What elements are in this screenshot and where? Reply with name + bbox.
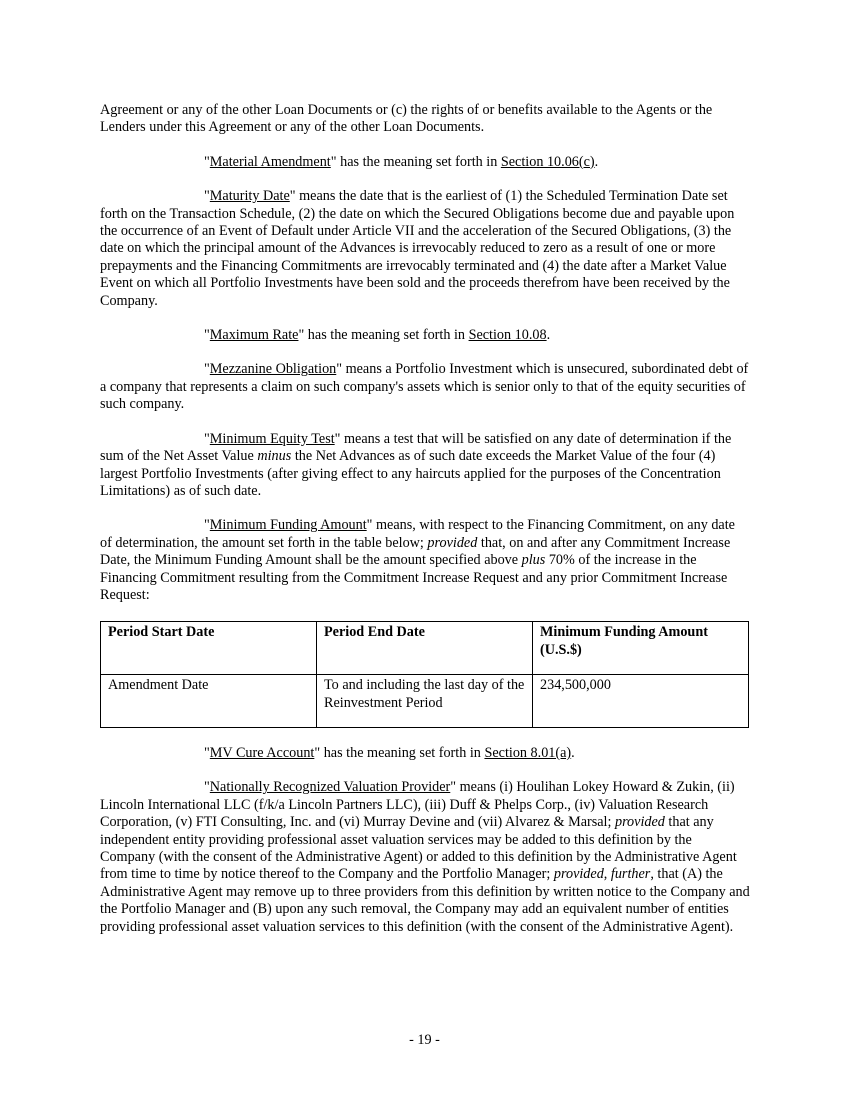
def-minimum-funding-amount: "Minimum Funding Amount" means, with respect to the Financing Commitment, on any date of determination, the amount set forth in the table below; provided that, on and after any Commitment Increase Date, the Minimum Funding Amount shall be the amount specified above plus 70% of the increase in the Financing Commitment resulting from the Commitment Increase Request and any prior Commitment Increase Request: xyxy=(100,517,735,603)
table-header-cell: Period End Date xyxy=(317,622,533,675)
def-nationally-recognized-valuation-provider: "Nationally Recognized Valuation Provider" means (i) Houlihan Lokey Howard & Zukin, (ii) Lincoln International LLC (f/k/a Lincoln Partners LLC), (iii) Duff & Phelps Corp., (iv) Valuation Research Corporation, (v) FTI Consulting, Inc. and (vi) Murray Devine and (vii) Alvarez & Marsal; provided that any independent entity providing professional asset valuation services may be added to this definition by the Company (with the consent of the Administrative Agent) or added to this definition by the Administrative Agent from time to time by notice thereof to the Company and the Portfolio Manager; provided, further, that (A) the Administrative Agent may remove up to three providers from this definition by written notice to the Company and the Portfolio Manager and (B) upon any such removal, the Company may add an equivalent number of entities providing professional asset valuation services to this definition (with the consent of the Administrative Agent). xyxy=(100,779,750,935)
intro-paragraph: Agreement or any of the other Loan Documents or (c) the rights of or benefits available to the Agents or the Lenders under this Agreement or any of the other Loan Documents. xyxy=(100,102,713,136)
table-header-cell: Period Start Date xyxy=(101,622,317,675)
defined-term: MV Cure Account xyxy=(209,744,315,761)
page-number: - 19 - xyxy=(409,1032,440,1048)
defined-term: Material Amendment xyxy=(209,153,331,170)
defined-term: Minimum Funding Amount xyxy=(209,517,367,534)
def-mezzanine-obligation: "Mezzanine Obligation" means a Portfolio Investment which is unsecured, subordinated debt of a company that represents a claim on such company's assets which is senior only to that of the equity securities of such company. xyxy=(100,361,749,413)
defined-term: Maturity Date xyxy=(209,188,290,205)
section-reference: Section 8.01(a) xyxy=(484,744,572,761)
table-header-cell: Minimum Funding Amount (U.S.$) xyxy=(533,622,749,675)
defined-term: Maximum Rate xyxy=(209,327,299,344)
section-reference: Section 10.06(c) xyxy=(500,153,595,170)
table-cell: 234,500,000 xyxy=(533,675,749,728)
defined-term: Nationally Recognized Valuation Provider xyxy=(209,779,451,796)
table-cell: To and including the last day of the Reinvestment Period xyxy=(317,675,533,728)
defined-term: Minimum Equity Test xyxy=(209,430,335,447)
table-row xyxy=(101,675,749,728)
def-maturity-date: "Maturity Date" means the date that is the earliest of (1) the Scheduled Termination Date set forth on the Transaction Schedule, (2) the date on which the Secured Obligations become due and payable upon the occurrence of an Event of Default under Article VII and the acceleration of the Secured Obligations, (3) the date on which the principal amount of the Advances is irrevocably reduced to zero as a result of one or more prepayments and the Financing Commitments are irrevocably terminated and (4) the date after a Market Value Event on which all Portfolio Investments have been sold and the proceeds therefrom have been received by the Company. xyxy=(100,188,735,309)
table-cell: Amendment Date xyxy=(101,675,317,728)
def-maximum-rate: "Maximum Rate" has the meaning set forth in Section 10.08. xyxy=(204,327,551,344)
def-material-amendment: "Material Amendment" has the meaning set forth in Section 10.06(c). xyxy=(204,153,599,170)
minimum-funding-table xyxy=(100,621,749,728)
table-header-row xyxy=(101,622,749,675)
def-mv-cure-account: "MV Cure Account" has the meaning set forth in Section 8.01(a). xyxy=(204,744,575,761)
def-minimum-equity-test: "Minimum Equity Test" means a test that will be satisfied on any date of determination if the sum of the Net Asset Value minus the Net Advances as of such date exceeds the Market Value of the four (4) largest Portfolio Investments (after giving effect to any haircuts applied for the purposes of the Concentration Limitations) as of such date. xyxy=(100,430,732,499)
document-page xyxy=(100,102,750,953)
defined-term: Mezzanine Obligation xyxy=(209,361,337,378)
section-reference: Section 10.08 xyxy=(468,327,547,344)
